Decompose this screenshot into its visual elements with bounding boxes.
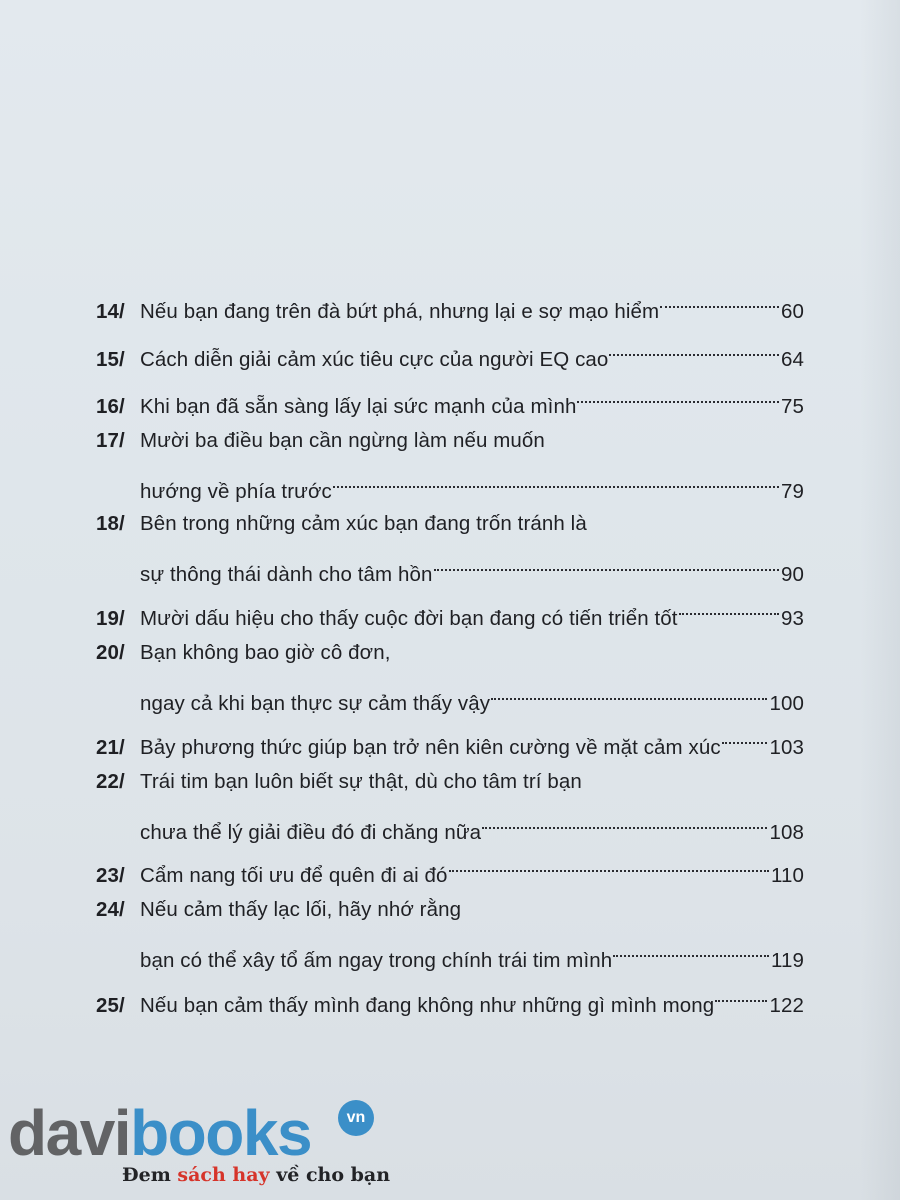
dot-leader [448,844,771,882]
toc-page-number: 79 [780,480,804,503]
dot-leader [433,543,781,581]
toc-page-number: 75 [780,395,804,418]
toc-title: Bên trong những cảm xúc bạn đang trốn tránh là [140,512,587,535]
toc-number: 25/ [96,994,125,1017]
toc-title: Bạn không bao giờ cô đơn, [140,641,391,664]
toc-title: Bảy phương thức giúp bạn trở nên kiên cường về mặt cảm xúc [140,736,721,759]
toc-title-continued: chưa thể lý giải điều đó đi chăng nữa [140,821,482,844]
toc-page-number: 103 [769,736,804,759]
toc-title: Trái tim bạn luôn biết sự thật, dù cho tâm trí bạn [140,770,582,793]
toc-number: 20/ [96,641,125,664]
toc-number: 23/ [96,864,125,887]
toc-entry-23 [96,844,804,887]
toc-number: 22/ [96,770,125,793]
toc-entry-14 [96,280,804,323]
brand-logo-text [8,1098,311,1168]
brand-vn-badge: vn [338,1100,374,1136]
toc-title: Khi bạn đã sẵn sàng lấy lại sức mạnh của mình [140,395,577,418]
toc-page-number: 108 [769,821,804,844]
toc-title: Mười dấu hiệu cho thấy cuộc đời bạn đang có tiến triển tốt [140,607,678,630]
toc-title: Mười ba điều bạn cần ngừng làm nếu muốn [140,429,545,452]
toc-title-continued: hướng về phía trước [140,480,332,503]
toc-number: 21/ [96,736,125,759]
toc-entry-19 [96,587,804,630]
dot-leader [481,801,769,839]
toc-number: 16/ [96,395,125,418]
dot-leader [721,716,770,754]
dot-leader [608,328,781,366]
toc-title: Nếu cảm thấy lạc lối, hãy nhớ rằng [140,898,462,921]
toc-page-number: 64 [780,348,804,371]
toc-entry-24 [96,891,804,972]
toc-title: Nếu bạn cảm thấy mình đang không như những gì mình mong [140,994,715,1017]
dot-leader [576,375,781,413]
brand-name-second: books [130,1097,312,1169]
dot-leader [612,929,771,967]
toc-entry-17 [96,422,804,503]
davibooks-watermark [8,1098,428,1198]
toc-number: 17/ [96,429,125,452]
toc-entry-15 [96,328,804,371]
toc-entry-22 [96,763,804,844]
brand-slogan: Đem sách hay về cho bạn [122,1164,391,1186]
toc-title: Cẩm nang tối ưu để quên đi ai đó [140,864,448,887]
dot-leader [659,280,781,318]
toc-title-continued: bạn có thể xây tổ ấm ngay trong chính trái tim mình [140,949,613,972]
toc-title-continued: ngay cả khi bạn thực sự cảm thấy vậy [140,692,491,715]
brand-name-first: davi [8,1097,131,1169]
dot-leader [714,974,769,1012]
toc-number: 14/ [96,300,125,323]
toc-number: 24/ [96,898,125,921]
toc-title: Cách diễn giải cảm xúc tiêu cực của người EQ cao [140,348,609,371]
toc-page-number: 100 [769,692,804,715]
dot-leader [490,672,769,710]
toc-title-continued: sự thông thái dành cho tâm hồn [140,563,433,586]
toc-entry-16 [96,375,804,418]
toc-title: Nếu bạn đang trên đà bứt phá, nhưng lại e sợ mạo hiểm [140,300,660,323]
toc-entry-18 [96,505,804,586]
toc-number: 15/ [96,348,125,371]
toc-page-number: 90 [780,563,804,586]
toc-number: 19/ [96,607,125,630]
toc-entry-20 [96,634,804,715]
toc-entry-25 [96,974,804,1017]
toc-page-number: 122 [769,994,804,1017]
toc-entry-21 [96,716,804,759]
toc-number: 18/ [96,512,125,535]
dot-leader [678,587,781,625]
toc-page-number: 119 [771,949,804,972]
toc-page-number: 60 [780,300,804,323]
toc-page-number: 110 [771,864,804,887]
page-edge-shadow [860,0,900,1200]
toc-page-number: 93 [780,607,804,630]
dot-leader [332,460,781,498]
